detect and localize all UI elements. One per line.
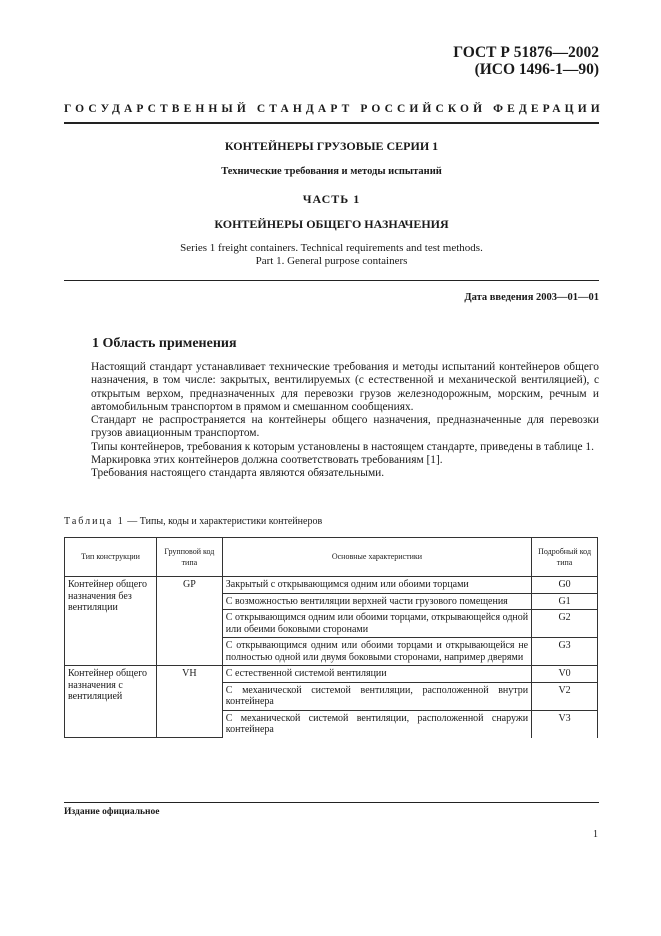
cell-characteristics: С открывающимся одним или обоими торцами и открывающейся не полностью одной или двумя боковыми сторонами, например дверями — [222, 638, 531, 666]
cell-detailed-code: V2 — [532, 682, 598, 710]
header-detailed-code: Подробный код типа — [532, 538, 598, 577]
cell-characteristics: С возможностью вентиляции верхней части грузового помещения — [222, 593, 531, 610]
container-types-table — [64, 537, 598, 738]
paragraph: Маркировка этих контейнеров должна соответствовать требованиям [1]. — [91, 454, 443, 467]
cell-detailed-code: V0 — [532, 666, 598, 683]
title-rule — [64, 280, 599, 281]
cell-detailed-code: G2 — [532, 610, 598, 638]
footer-rule — [64, 802, 599, 803]
page-number: 1 — [593, 829, 598, 840]
official-edition-label: Издание официальное — [64, 807, 160, 817]
state-standard-heading: ГОСУДАРСТВЕННЫЙ СТАНДАРТ РОССИЙСКОЙ ФЕДЕРАЦИИ — [64, 103, 604, 115]
section-body — [91, 361, 599, 481]
english-title — [64, 242, 599, 268]
document-title: КОНТЕЙНЕРЫ ГРУЗОВЫЕ СЕРИИ 1 — [224, 139, 439, 153]
cell-group-code: GP — [156, 577, 222, 666]
table-row — [65, 666, 598, 683]
paragraph: Требования настоящего стандарта являются обязательными. — [91, 467, 385, 480]
part-title: КОНТЕЙНЕРЫ ОБЩЕГО НАЗНАЧЕНИЯ — [214, 217, 449, 231]
table-caption-prefix: Таблица 1 — [64, 516, 125, 527]
iso-number: (ИСО 1496-1—90) — [474, 61, 599, 78]
table-row — [65, 577, 598, 594]
cell-detailed-code: G3 — [532, 638, 598, 666]
header-construction-type: Тип конструкции — [65, 538, 157, 577]
paragraph: Настоящий стандарт устанавливает технические требования и методы испытаний контейнеров общего назначения, в том числе: закрытых, вентилируемых (с естественной и механической вентиляцией), с открытым верхом, предназначенных для перевозки грузов железнодорожным, морским, речным и автомобильным транспортом в прямом и смешанном сообщениях. — [91, 361, 599, 413]
cell-characteristics: С механической системой вентиляции, расположенной внутри контейнера — [222, 682, 531, 710]
header-group-code: Групповой код типа — [156, 538, 222, 577]
standard-number-block — [453, 44, 599, 78]
cell-detailed-code: G0 — [532, 577, 598, 594]
section-heading: 1 Область применения — [92, 336, 237, 351]
part-number: ЧАСТЬ 1 — [302, 192, 361, 206]
english-title-line-1: Series 1 freight containers. Technical requirements and test methods. — [180, 242, 483, 254]
document-subtitle: Технические требования и методы испытаний — [221, 166, 442, 177]
header-rule — [64, 122, 599, 124]
cell-construction-type: Контейнер общего назначения без вентиляции — [65, 577, 157, 666]
paragraph: Типы контейнеров, требования к которым установлены в настоящем стандарте, приведены в таблице 1. — [91, 440, 594, 453]
table-caption-text: — Типы, коды и характеристики контейнеров — [124, 516, 323, 527]
cell-characteristics: С естественной системой вентиляции — [222, 666, 531, 683]
cell-characteristics: С механической системой вентиляции, расположенной снаружи контейнера — [222, 710, 531, 738]
cell-detailed-code: G1 — [532, 593, 598, 610]
header-main-characteristics: Основные характеристики — [222, 538, 531, 577]
introduction-date: Дата введения 2003—01—01 — [464, 292, 599, 303]
cell-characteristics: Закрытый с открывающимся одним или обоими торцами — [222, 577, 531, 594]
paragraph: Стандарт не распространяется на контейнеры общего назначения, предназначенные для перевозки грузов авиационным транспортом. — [91, 414, 599, 440]
cell-detailed-code: V3 — [532, 710, 598, 738]
english-title-line-2: Part 1. General purpose containers — [255, 255, 408, 267]
gost-number: ГОСТ Р 51876—2002 — [453, 44, 599, 61]
table-caption — [64, 516, 322, 527]
table-header-row — [65, 538, 598, 577]
cell-characteristics: С открывающимся одним или обоими торцами, открывающейся одной или обеими боковыми сторонами — [222, 610, 531, 638]
cell-group-code: VH — [156, 666, 222, 738]
cell-construction-type: Контейнер общего назначения с вентиляцией — [65, 666, 157, 738]
